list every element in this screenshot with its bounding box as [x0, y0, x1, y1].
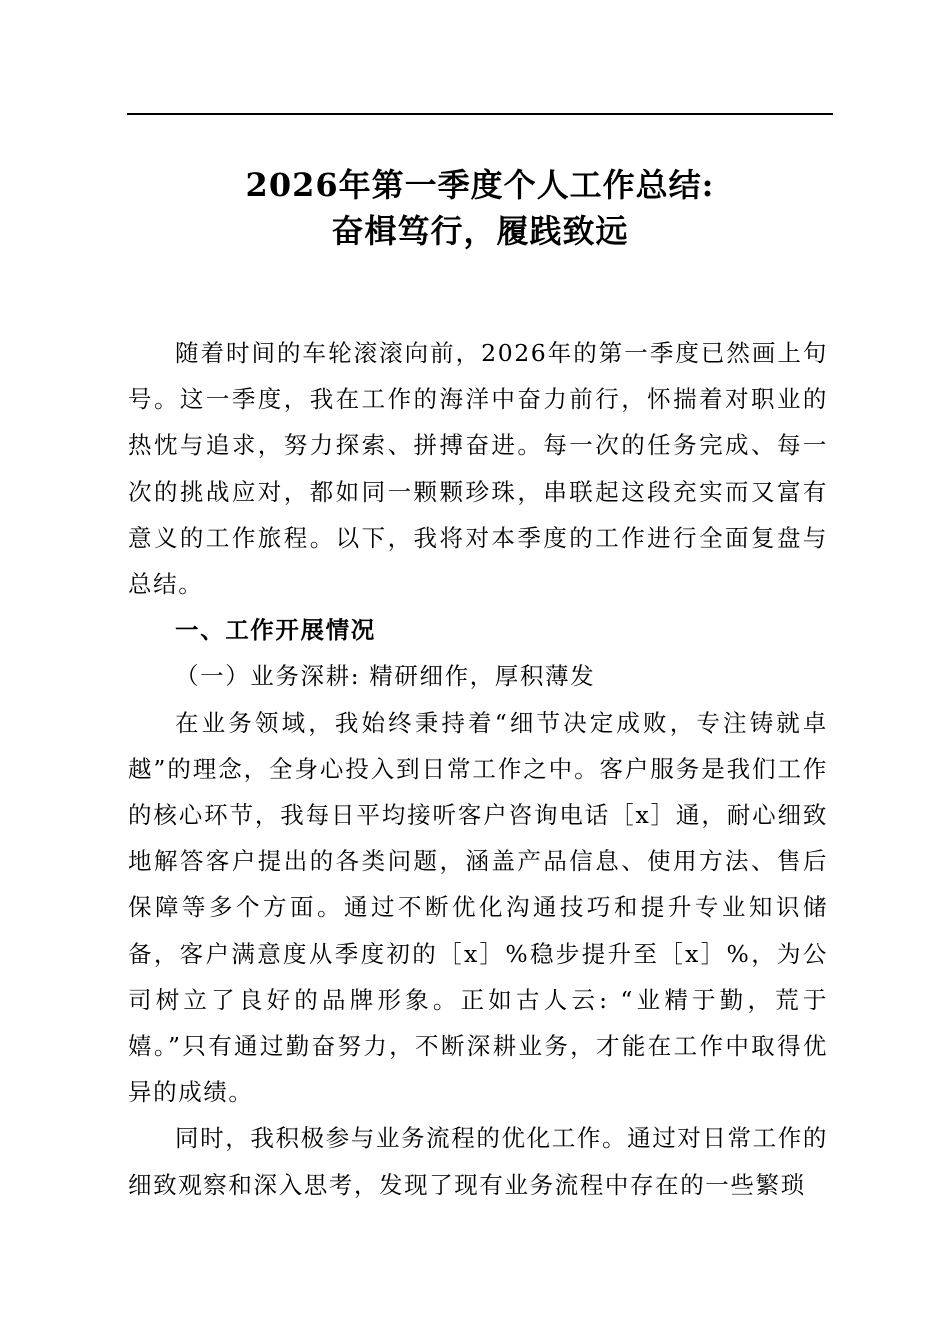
document-body — [128, 330, 828, 1208]
section-heading: 一、工作开展情况 — [175, 616, 376, 645]
subsection-heading: （一）业务深耕: 精研细作，厚积薄发 — [175, 662, 596, 691]
body-paragraph-2: 同时，我积极参与业务流程的优化工作。通过对日常工作的细致观察和深入思考，发现了现有业务流程中存在的一些繁琐 — [128, 1124, 828, 1199]
header-rule — [127, 113, 833, 115]
title-line-2: 奋楫笃行，履践致远 — [331, 212, 629, 250]
document-title — [127, 162, 833, 254]
body-paragraph-1: 在业务领域，我始终秉持着“细节决定成败，专注铸就卓越”的理念，全身心投入到日常工作之中。客户服务是我们工作的核心环节，我每日平均接听客户咨询电话［x］通，耐心细致地解答客户提出的各类问题，涵盖产品信息、使用方法、售后保障等多个方面。通过不断优化沟通技巧和提升专业知识储备，客户满意度从季度初的［x］%稳步提升至［x］%，为公司树立了良好的品牌形象。正如古人云: “业精于勤，荒于嬉。”只有通过勤奋努力，不断深耕业务，才能在工作中取得优异的成绩。 — [128, 708, 828, 1107]
title-line-1: 2026年第一季度个人工作总结: — [245, 166, 715, 204]
intro-paragraph: 随着时间的车轮滚滚向前，2026年的第一季度已然画上句号。这一季度，我在工作的海洋中奋力前行，怀揣着对职业的热忱与追求，努力探索、拼搏奋进。每一次的任务完成、每一次的挑战应对，都如同一颗颗珍珠，串联起这段充实而又富有意义的工作旅程。以下，我将对本季度的工作进行全面复盘与总结。 — [128, 339, 828, 599]
